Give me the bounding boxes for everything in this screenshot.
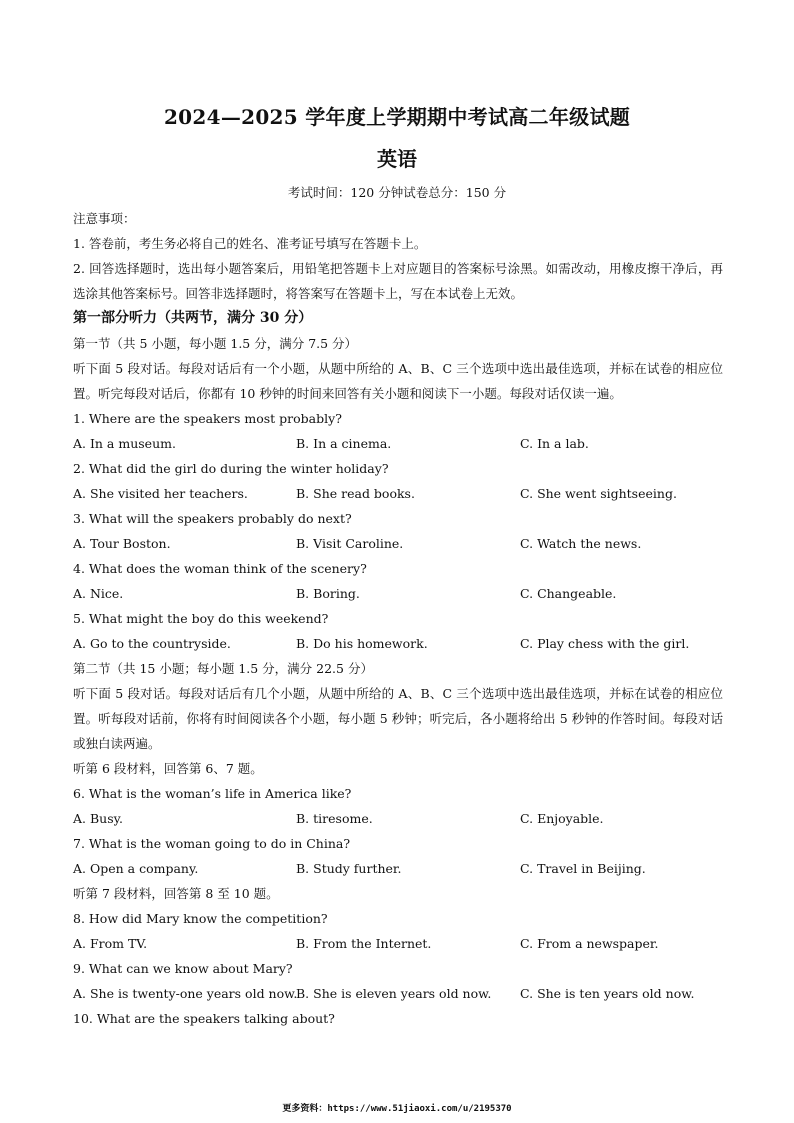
question-text: 2. What did the girl do during the winter holiday? <box>73 461 389 476</box>
section1-instructions: 听下面 5 段对话。每段对话后有一个小题，从题中所给的 A、B、C 三个选项中选出最佳选项，并标在试卷的相应位置。听完每段对话后，你都有 10 秒钟的时间来回答有关小题和阅读下一小题。每段对话仅读一遍。 <box>73 361 723 401</box>
question-text: 1. Where are the speakers most probably? <box>73 411 342 426</box>
option-a: A. Tour Boston. <box>73 536 171 551</box>
option-b: B. Do his homework. <box>296 636 428 651</box>
option-a: A. Go to the countryside. <box>73 636 231 651</box>
option-a: A. She visited her teachers. <box>73 486 248 501</box>
note-item: 1. 答卷前，考生务必将自己的姓名、准考证号填写在答题卡上。 <box>73 236 427 251</box>
option-b: B. She read books. <box>296 486 415 501</box>
option-c: C. From a newspaper. <box>520 936 659 951</box>
option-b: B. tiresome. <box>296 811 373 826</box>
option-c: C. She is ten years old now. <box>520 986 695 1001</box>
option-b: B. In a cinema. <box>296 436 392 451</box>
question-text: 6. What is the woman’s life in America like? <box>73 786 352 801</box>
exam-body <box>73 206 723 1031</box>
options-row <box>73 631 723 656</box>
option-c: C. In a lab. <box>520 436 589 451</box>
options-row <box>73 481 723 506</box>
option-a: A. From TV. <box>73 936 148 951</box>
option-c: C. Enjoyable. <box>520 811 604 826</box>
material-instruction: 听第 7 段材料，回答第 8 至 10 题。 <box>73 886 279 901</box>
footer-resource-link[interactable]: 更多资料：https://www.51jiaoxi.com/u/2195370 <box>282 1104 512 1114</box>
question-text: 4. What does the woman think of the scenery? <box>73 561 367 576</box>
question-text: 5. What might the boy do this weekend? <box>73 611 329 626</box>
options-row <box>73 981 723 1006</box>
question-text: 10. What are the speakers talking about? <box>73 1011 335 1026</box>
section1-heading: 第一节（共 5 小题，每小题 1.5 分，满分 7.5 分） <box>73 336 358 351</box>
question-text: 8. How did Mary know the competition? <box>73 911 328 926</box>
option-b: B. Visit Caroline. <box>296 536 404 551</box>
section2-heading: 第二节（共 15 小题；每小题 1.5 分，满分 22.5 分） <box>73 661 373 676</box>
option-a: A. She is twenty-one years old now. <box>73 986 298 1001</box>
notes-heading: 注意事项： <box>73 211 136 226</box>
note-item: 2. 回答选择题时，选出每小题答案后，用铅笔把答题卡上对应题目的答案标号涂黑。如需改动，用橡皮擦干净后，再选涂其他答案标号。回答非选择题时，将答案写在答题卡上，写在本试卷上无效。 <box>73 261 723 301</box>
question-text: 3. What will the speakers probably do next? <box>73 511 352 526</box>
option-b: B. She is eleven years old now. <box>296 986 492 1001</box>
options-row <box>73 581 723 606</box>
part1-heading: 第一部分听力（共两节，满分 30 分） <box>73 310 313 326</box>
options-row <box>73 531 723 556</box>
exam-info: 考试时间：120 分钟试卷总分：150 分 <box>287 185 507 200</box>
option-c: C. Play chess with the girl. <box>520 636 690 651</box>
option-c: C. She went sightseeing. <box>520 486 677 501</box>
option-b: B. Boring. <box>296 586 360 601</box>
option-b: B. From the Internet. <box>296 936 432 951</box>
option-a: A. Nice. <box>73 586 124 601</box>
material-instruction: 听第 6 段材料，回答第 6、7 题。 <box>73 761 263 776</box>
options-row <box>73 856 723 881</box>
options-row <box>73 931 723 956</box>
option-a: A. Busy. <box>73 811 123 826</box>
option-b: B. Study further. <box>296 861 402 876</box>
page-title: 2024—2025 学年度上学期期中考试高二年级试题 <box>163 105 631 129</box>
options-row <box>73 806 723 831</box>
option-c: C. Travel in Beijing. <box>520 861 646 876</box>
options-row <box>73 431 723 456</box>
subject-title: 英语 <box>377 147 417 171</box>
option-c: C. Watch the news. <box>520 536 642 551</box>
option-c: C. Changeable. <box>520 586 617 601</box>
option-a: A. In a museum. <box>73 436 176 451</box>
question-text: 9. What can we know about Mary? <box>73 961 293 976</box>
question-text: 7. What is the woman going to do in China? <box>73 836 351 851</box>
section2-instructions: 听下面 5 段对话。每段对话后有几个小题，从题中所给的 A、B、C 三个选项中选出最佳选项，并标在试卷的相应位置。听每段对话前，你将有时间阅读各个小题，每小题 5 秒钟；听完后，各小题将给出 5 秒钟的作答时间。每段对话或独白读两遍。 <box>73 686 723 751</box>
option-a: A. Open a company. <box>73 861 199 876</box>
